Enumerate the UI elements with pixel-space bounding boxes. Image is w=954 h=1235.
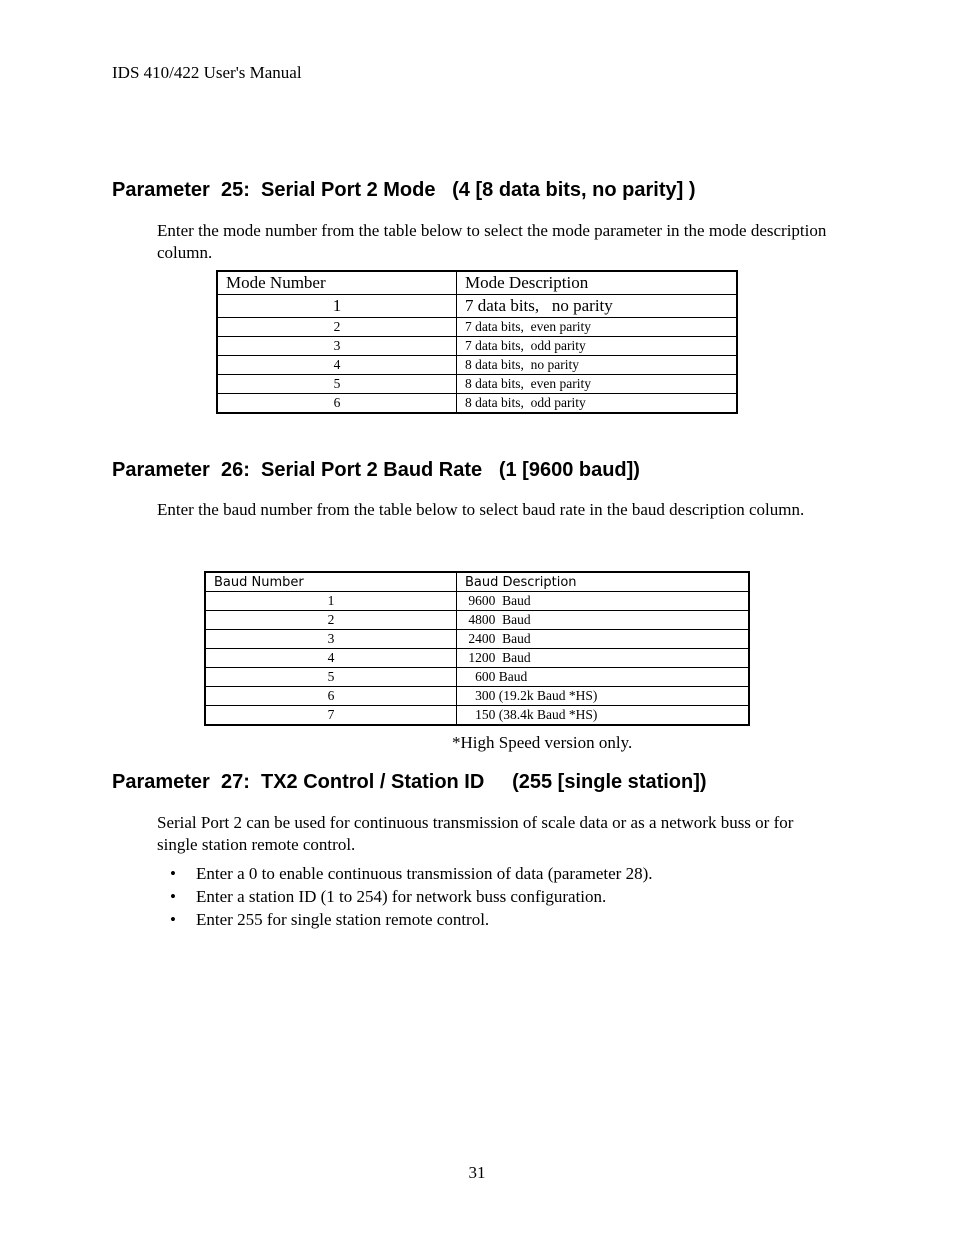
mode-table bbox=[216, 270, 738, 414]
bullet-icon: • bbox=[170, 910, 176, 929]
list-item bbox=[157, 908, 653, 931]
table-header-row bbox=[205, 572, 749, 592]
table-row bbox=[205, 668, 749, 687]
mode-description-cell: 8 data bits, no parity bbox=[457, 356, 738, 375]
mode-description-cell: 7 data bits, even parity bbox=[457, 318, 738, 337]
table-row bbox=[205, 687, 749, 706]
list-item bbox=[157, 885, 653, 908]
mode-number-cell: 6 bbox=[217, 394, 457, 414]
baud-description-cell: 4800 Baud bbox=[457, 611, 750, 630]
baud-description-cell: 1200 Baud bbox=[457, 649, 750, 668]
baud-description-cell: 2400 Baud bbox=[457, 630, 750, 649]
baud-number-cell: 3 bbox=[205, 630, 457, 649]
table-row bbox=[217, 337, 737, 356]
mode-number-cell: 2 bbox=[217, 318, 457, 337]
bullet-icon: • bbox=[170, 864, 176, 883]
table-row bbox=[205, 630, 749, 649]
mode-number-cell: 5 bbox=[217, 375, 457, 394]
section-text-param-26: Enter the baud number from the table below to select baud rate in the baud description column. bbox=[157, 500, 805, 519]
list-item-text: Enter a station ID (1 to 254) for network buss configuration. bbox=[196, 887, 607, 906]
section-heading-param-26: Parameter 26: Serial Port 2 Baud Rate (1 [9600 baud]) bbox=[112, 459, 640, 481]
table-row bbox=[217, 375, 737, 394]
column-header-baud-description: Baud Description bbox=[457, 572, 750, 592]
mode-number-cell: 3 bbox=[217, 337, 457, 356]
mode-description-cell: 7 data bits, no parity bbox=[457, 295, 738, 318]
baud-description-cell: 300 (19.2k Baud *HS) bbox=[457, 687, 750, 706]
section-text-param-27: Serial Port 2 can be used for continuous transmission of scale data or as a network buss or for single station remote control. bbox=[157, 813, 794, 854]
bullet-list bbox=[157, 862, 653, 931]
baud-description-cell: 9600 Baud bbox=[457, 592, 750, 611]
mode-description-cell: 7 data bits, odd parity bbox=[457, 337, 738, 356]
table-row bbox=[205, 649, 749, 668]
column-header-mode-number: Mode Number bbox=[217, 271, 457, 295]
table-row bbox=[205, 592, 749, 611]
baud-table bbox=[204, 571, 750, 726]
table-header-row bbox=[217, 271, 737, 295]
mode-number-cell: 4 bbox=[217, 356, 457, 375]
mode-description-cell: 8 data bits, even parity bbox=[457, 375, 738, 394]
column-header-baud-number: Baud Number bbox=[205, 572, 457, 592]
page-header: IDS 410/422 User's Manual bbox=[112, 63, 302, 82]
baud-description-cell: 600 Baud bbox=[457, 668, 750, 687]
table-row bbox=[217, 318, 737, 337]
baud-number-cell: 1 bbox=[205, 592, 457, 611]
baud-number-cell: 6 bbox=[205, 687, 457, 706]
bullet-icon: • bbox=[170, 887, 176, 906]
table-row bbox=[217, 394, 737, 414]
list-item-text: Enter a 0 to enable continuous transmission of data (parameter 28). bbox=[196, 864, 653, 883]
list-item-text: Enter 255 for single station remote control. bbox=[196, 910, 490, 929]
baud-number-cell: 7 bbox=[205, 706, 457, 726]
mode-number-cell: 1 bbox=[217, 295, 457, 318]
section-text-param-25: Enter the mode number from the table below to select the mode parameter in the mode description column. bbox=[157, 221, 827, 262]
high-speed-footnote: *High Speed version only. bbox=[452, 733, 633, 752]
table-row bbox=[205, 611, 749, 630]
baud-number-cell: 5 bbox=[205, 668, 457, 687]
column-header-mode-description: Mode Description bbox=[457, 271, 738, 295]
baud-number-cell: 4 bbox=[205, 649, 457, 668]
baud-number-cell: 2 bbox=[205, 611, 457, 630]
section-heading-param-27: Parameter 27: TX2 Control / Station ID (255 [single station]) bbox=[112, 771, 707, 793]
table-row bbox=[217, 356, 737, 375]
section-heading-param-25: Parameter 25: Serial Port 2 Mode (4 [8 data bits, no parity] ) bbox=[112, 179, 696, 201]
mode-description-cell: 8 data bits, odd parity bbox=[457, 394, 738, 414]
table-row bbox=[217, 295, 737, 318]
list-item bbox=[157, 862, 653, 885]
table-row bbox=[205, 706, 749, 726]
page-number: 31 bbox=[468, 1163, 486, 1182]
baud-description-cell: 150 (38.4k Baud *HS) bbox=[457, 706, 750, 726]
